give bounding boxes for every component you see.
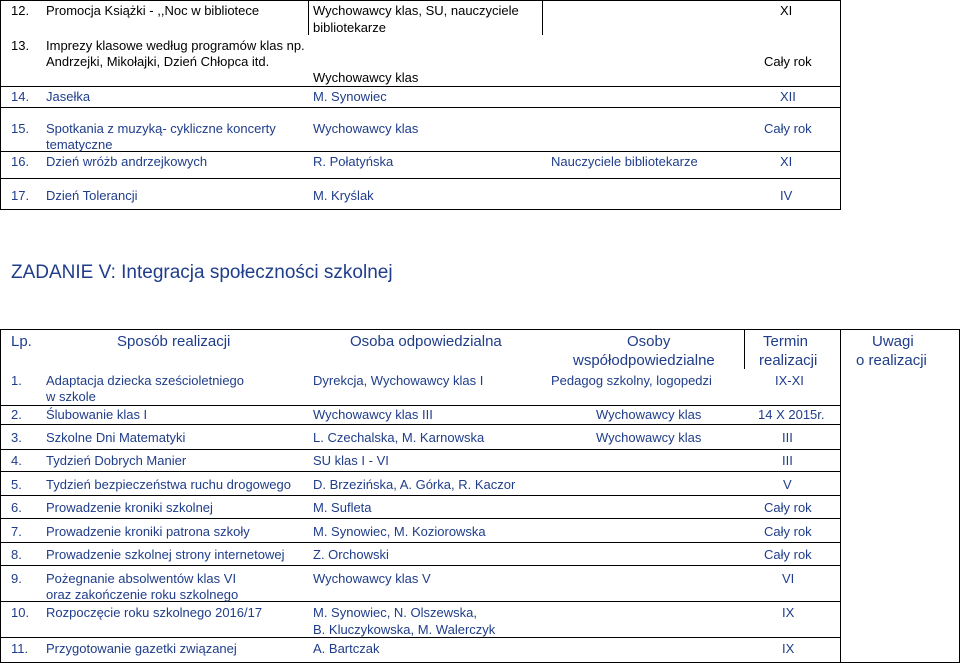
row-divider bbox=[0, 107, 840, 108]
row-number: 13. bbox=[11, 38, 30, 53]
row-number: 10. bbox=[11, 605, 30, 620]
method: Adaptacja dziecka sześcioletniego bbox=[46, 373, 245, 388]
row-divider bbox=[0, 565, 840, 566]
term: IV bbox=[780, 188, 793, 203]
row-divider bbox=[0, 424, 840, 425]
method: Prowadzenie szkolnej strony internetowej bbox=[46, 547, 285, 562]
responsible: M. Synowiec, N. Olszewska, bbox=[313, 605, 477, 620]
method: Pożegnanie absolwentów klas VI bbox=[46, 571, 237, 586]
term: XII bbox=[780, 89, 796, 104]
term: IX bbox=[782, 605, 795, 620]
header-method: Sposób realizacji bbox=[117, 333, 231, 350]
responsible-person: bibliotekarze bbox=[313, 20, 386, 35]
responsible: D. Brzezińska, A. Górka, R. Kaczor bbox=[313, 477, 516, 492]
term: Cały rok bbox=[764, 54, 812, 69]
responsible: Dyrekcja, Wychowawcy klas I bbox=[313, 373, 484, 388]
col-divider bbox=[308, 0, 309, 35]
term: 14 X 2015r. bbox=[758, 407, 825, 422]
term: VI bbox=[782, 571, 795, 586]
row-divider bbox=[0, 471, 840, 472]
activity-name: Spotkania z muzyką- cykliczne koncerty bbox=[46, 121, 276, 136]
notes-col-divider bbox=[840, 329, 841, 663]
term: XI bbox=[780, 3, 793, 18]
method: w szkole bbox=[46, 389, 96, 404]
responsible-person: Wychowawcy klas bbox=[313, 121, 419, 136]
responsible: M. Synowiec, M. Koziorowska bbox=[313, 524, 486, 539]
header-notes: Uwagi bbox=[872, 333, 914, 350]
term: XI bbox=[780, 154, 793, 169]
row-number: 5. bbox=[11, 477, 22, 492]
term: III bbox=[782, 453, 793, 468]
activity-name: Imprezy klasowe według programów klas np. bbox=[46, 38, 305, 53]
table-border-top bbox=[0, 329, 960, 330]
term: Cały rok bbox=[764, 121, 812, 136]
term: III bbox=[782, 430, 793, 445]
row-number: 15. bbox=[11, 121, 30, 136]
term-col-divider bbox=[744, 329, 745, 369]
top-table-border-left bbox=[0, 0, 1, 210]
activity-name: Promocja Książki - ,,Noc w bibliotece bbox=[46, 3, 260, 18]
table-border-left bbox=[0, 329, 1, 663]
method: Tydzień Dobrych Manier bbox=[46, 453, 187, 468]
top-table-border-bottom bbox=[0, 209, 840, 210]
header-notes: o realizacji bbox=[856, 352, 927, 369]
row-divider bbox=[0, 449, 840, 450]
row-divider bbox=[0, 86, 840, 87]
responsible-person: R. Połatyńska bbox=[313, 154, 394, 169]
activity-name: Jasełka bbox=[46, 89, 91, 104]
header-co-responsible: Osoby bbox=[627, 333, 671, 350]
method: Prowadzenie kroniki szkolnej bbox=[46, 500, 213, 515]
header-lp: Lp. bbox=[11, 333, 32, 350]
section-title: ZADANIE V: Integracja społeczności szkolnej bbox=[11, 262, 393, 283]
term: IX bbox=[782, 641, 795, 656]
activity-name: tematyczne bbox=[46, 137, 113, 152]
responsible-person: M. Synowiec bbox=[313, 89, 387, 104]
method: Tydzień bezpieczeństwa ruchu drogowego bbox=[46, 477, 291, 492]
term: V bbox=[783, 477, 792, 492]
term: IX-XI bbox=[775, 373, 804, 388]
row-number: 17. bbox=[11, 188, 30, 203]
method: Ślubowanie klas I bbox=[46, 407, 148, 422]
co-responsible: Wychowawcy klas bbox=[596, 407, 702, 422]
row-number: 6. bbox=[11, 500, 22, 515]
row-divider bbox=[0, 542, 840, 543]
top-table-border-right bbox=[840, 0, 841, 210]
header-responsible: Osoba odpowiedzialna bbox=[350, 333, 502, 350]
row-number: 3. bbox=[11, 430, 22, 445]
header-co-responsible: współodpowiedzialne bbox=[573, 352, 715, 369]
row-number: 1. bbox=[11, 373, 22, 388]
header-term: Termin bbox=[763, 333, 809, 350]
row-divider bbox=[0, 178, 840, 179]
row-number: 7. bbox=[11, 524, 22, 539]
responsible-person: M. Kryślak bbox=[313, 188, 374, 203]
responsible: A. Bartczak bbox=[313, 641, 380, 656]
row-number: 14. bbox=[11, 89, 30, 104]
activity-name: Dzień wróżb andrzejkowych bbox=[46, 154, 208, 169]
row-divider bbox=[0, 637, 840, 638]
row-number: 4. bbox=[11, 453, 22, 468]
co-responsible: Wychowawcy klas bbox=[596, 430, 702, 445]
responsible: Wychowawcy klas V bbox=[313, 571, 431, 586]
term: Cały rok bbox=[764, 547, 812, 562]
activity-name: Andrzejki, Mikołajki, Dzień Chłopca itd. bbox=[46, 54, 270, 69]
col-divider bbox=[542, 0, 543, 35]
top-table-border-top bbox=[0, 0, 840, 1]
term: Cały rok bbox=[764, 524, 812, 539]
responsible: M. Sufleta bbox=[313, 500, 372, 515]
row-number: 12. bbox=[11, 3, 30, 18]
method: Przygotowanie gazetki związanej bbox=[46, 641, 237, 656]
method: oraz zakończenie roku szkolnego bbox=[46, 587, 239, 602]
row-number: 16. bbox=[11, 154, 30, 169]
row-number: 9. bbox=[11, 571, 22, 586]
responsible: Wychowawcy klas III bbox=[313, 407, 433, 422]
row-divider bbox=[0, 405, 840, 406]
responsible-person: Wychowawcy klas, SU, nauczyciele bbox=[313, 3, 519, 18]
responsible-person: Wychowawcy klas bbox=[313, 70, 419, 85]
header-term: realizacji bbox=[759, 352, 818, 369]
row-divider bbox=[0, 518, 840, 519]
row-number: 2. bbox=[11, 407, 22, 422]
co-responsible: Pedagog szkolny, logopedzi bbox=[551, 373, 712, 388]
row-divider bbox=[0, 151, 840, 152]
responsible: SU klas I - VI bbox=[313, 453, 389, 468]
row-number: 11. bbox=[11, 641, 29, 656]
responsible: L. Czechalska, M. Karnowska bbox=[313, 430, 485, 445]
row-divider bbox=[0, 495, 840, 496]
method: Szkolne Dni Matematyki bbox=[46, 430, 186, 445]
co-responsible: Nauczyciele bibliotekarze bbox=[551, 154, 698, 169]
method: Rozpoczęcie roku szkolnego 2016/17 bbox=[46, 605, 263, 620]
method: Prowadzenie kroniki patrona szkoły bbox=[46, 524, 250, 539]
activity-name: Dzień Tolerancji bbox=[46, 188, 138, 203]
row-number: 8. bbox=[11, 547, 22, 562]
responsible: B. Kluczykowska, M. Walerczyk bbox=[313, 622, 496, 637]
term: Cały rok bbox=[764, 500, 812, 515]
responsible: Z. Orchowski bbox=[313, 547, 389, 562]
